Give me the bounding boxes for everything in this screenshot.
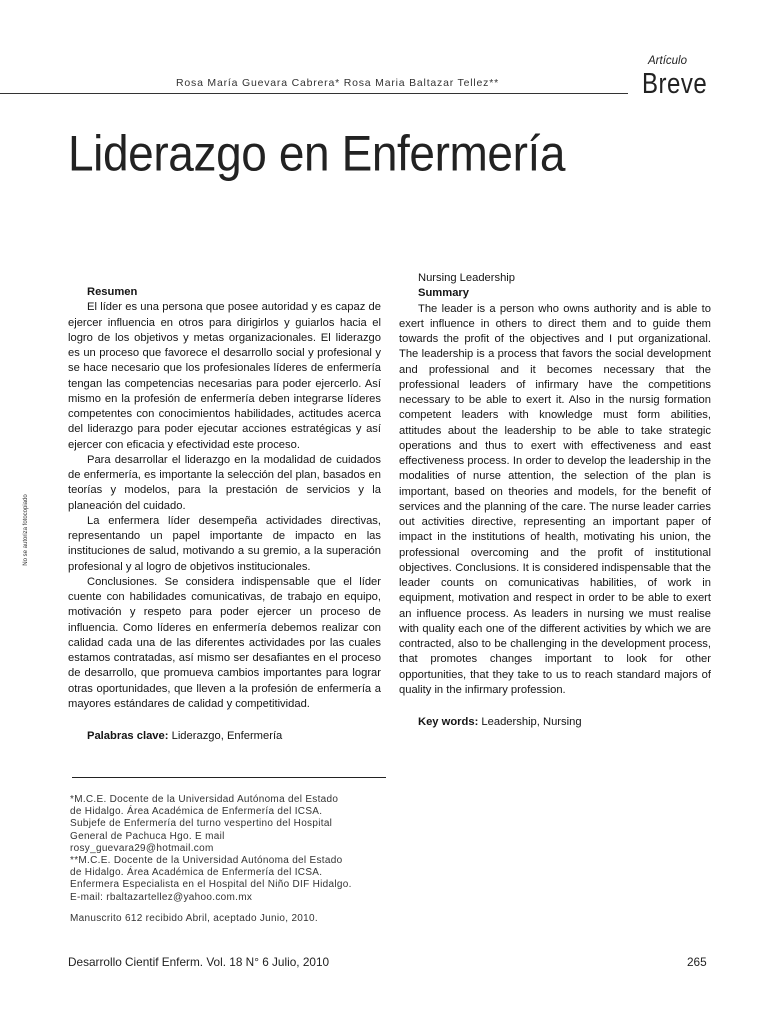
keywords-value: Leadership, Nursing bbox=[481, 716, 582, 728]
keywords-line bbox=[68, 729, 381, 744]
abstract-heading: Resumen bbox=[87, 286, 138, 298]
copyright-side-note: No se autoriza fotocopiado bbox=[23, 494, 29, 566]
spanish-abstract bbox=[68, 285, 381, 744]
summary-heading: Summary bbox=[418, 287, 469, 300]
footnote-line: **M.C.E. Docente de la Universidad Autónoma del Estado bbox=[70, 855, 343, 867]
authors: Rosa María Guevara Cabrera* Rosa Maria Baltazar Tellez** bbox=[176, 77, 499, 89]
page-number: 265 bbox=[687, 955, 707, 969]
keywords-label: Key words: bbox=[418, 716, 479, 728]
manuscript-note: Manuscrito 612 recibido Abril, aceptado Junio, 2010. bbox=[70, 912, 318, 924]
article-title: Liderazgo en Enfermería bbox=[68, 125, 566, 182]
keywords-label: Palabras clave: bbox=[87, 730, 169, 742]
footnote-line: Enfermera Especialista en el Hospital del Niño DIF Hidalgo. bbox=[70, 879, 352, 891]
section-name: Breve bbox=[642, 68, 708, 101]
english-title: Nursing Leadership bbox=[418, 272, 516, 284]
header-rule bbox=[0, 93, 628, 94]
footnote-line: Subjefe de Enfermería del turno vespertino del Hospital bbox=[70, 818, 333, 830]
keywords-value: Liderazgo, Enfermería bbox=[171, 730, 283, 742]
abstract-paragraph: El líder es una persona que posee autoridad y es capaz de ejercer influencia en otros para dirigirlos y guiarlos hacia el logro de los objetivos y metas organizacionales. El liderazgo es un proceso que favorece el desarrollo social y profesional y se hace necesario que los profesionales líderes de enfermería tengan las competencias necesarias para poder ejercerlo. Así mismo en la profesión de enfermería deben integrarse líderes competentes con conocimientos habilidades, actitudes acerca del liderazgo para poder ejecutar acciones estratégicas y así ejercer con eficacia y efectividad este proceso. bbox=[68, 301, 381, 451]
abstract-paragraph: Conclusiones. Se considera indispensable que el líder cuente con habilidades comunicativas, de trabajo en equipo, motivación y respeto para poder ejercer un proceso de influencia. Como líderes en enfermería debemos realizar con calidad cada una de las diferentes actividades por las cuales estamos contratadas, así mismo ser desafiantes en el proceso de desarrollo, que promueva cambios importantes para lograr otras oportunidades, que lleven a la profesión de enfermería a mayores estándares de calidad y competitividad. bbox=[68, 575, 381, 710]
footnote-line: rosy_guevara29@hotmail.com bbox=[70, 842, 214, 854]
footnote-line: de Hidalgo. Área Académica de Enfermería del ICSA. bbox=[70, 806, 323, 818]
footnote-line: E-mail: rbaltazartellez@yahoo.com.mx bbox=[70, 891, 253, 903]
footnote-line: de Hidalgo. Área Académica de Enfermería del ICSA. bbox=[70, 867, 323, 879]
section-label: Artículo bbox=[648, 55, 687, 67]
footnote-line: General de Pachuca Hgo. E mail bbox=[70, 830, 225, 842]
english-abstract bbox=[399, 271, 711, 730]
footnote-line: *M.C.E. Docente de la Universidad Autónoma del Estado bbox=[70, 794, 339, 805]
abstract-paragraph: La enfermera líder desempeña actividades directivas, representando un papel importante de impacto en las instituciones de salud, motivando a su gremio, a la superación profesional y al logro de objetivos institucionales. bbox=[68, 514, 381, 573]
abstract-paragraph: Para desarrollar el liderazgo en la modalidad de cuidados de enfermería, es importante la selección del plan, basados en teorías y modelos, para la prestación de servicios y la planeación del cuidado. bbox=[68, 453, 381, 512]
journal-citation: Desarrollo Cientif Enferm. Vol. 18 N° 6 Julio, 2010 bbox=[68, 955, 330, 969]
keywords-line bbox=[399, 715, 711, 730]
summary-paragraph: The leader is a person who owns authority and is able to exert influence in others to direct them and to guide them towards the profit of the objectives and I put organizational. The leadership is a process that favors the social development and professional and it becomes necessary that the professional leaders of infirmary have the competitions necessary to be able to exert it. Also in the nursig formation competent leaders with knowledge must form abilities, attitudes about the leadership to be able to take strategic operations and thus to exert with effectiveness and east effectiveness process. In order to develop the leadership in the modalities of nurse attention, the selection of the plan is important, based on theories and models, for the benefit of services and the planning of the care. The nurse leader carries out activities directive, representing an important paper of impact in the institutions of health, motivating his union, the professional overcoming and the profit of institutional objectives. Conclusions. It is considered indispensable that the leader counts on comunicativas habilities, of work in equipment, motivation and respect in order to be able to exert an influence process. As leaders in nursing we must realise with quality each one of the different activities by which we are contracted, also to be challenging in the development process, that promotes changes important to look for other opportunities, that they take to us to reach standard majors of quality in the infirmary profession. bbox=[399, 302, 711, 696]
author-footnotes bbox=[70, 794, 390, 925]
footnote-rule bbox=[72, 777, 386, 778]
